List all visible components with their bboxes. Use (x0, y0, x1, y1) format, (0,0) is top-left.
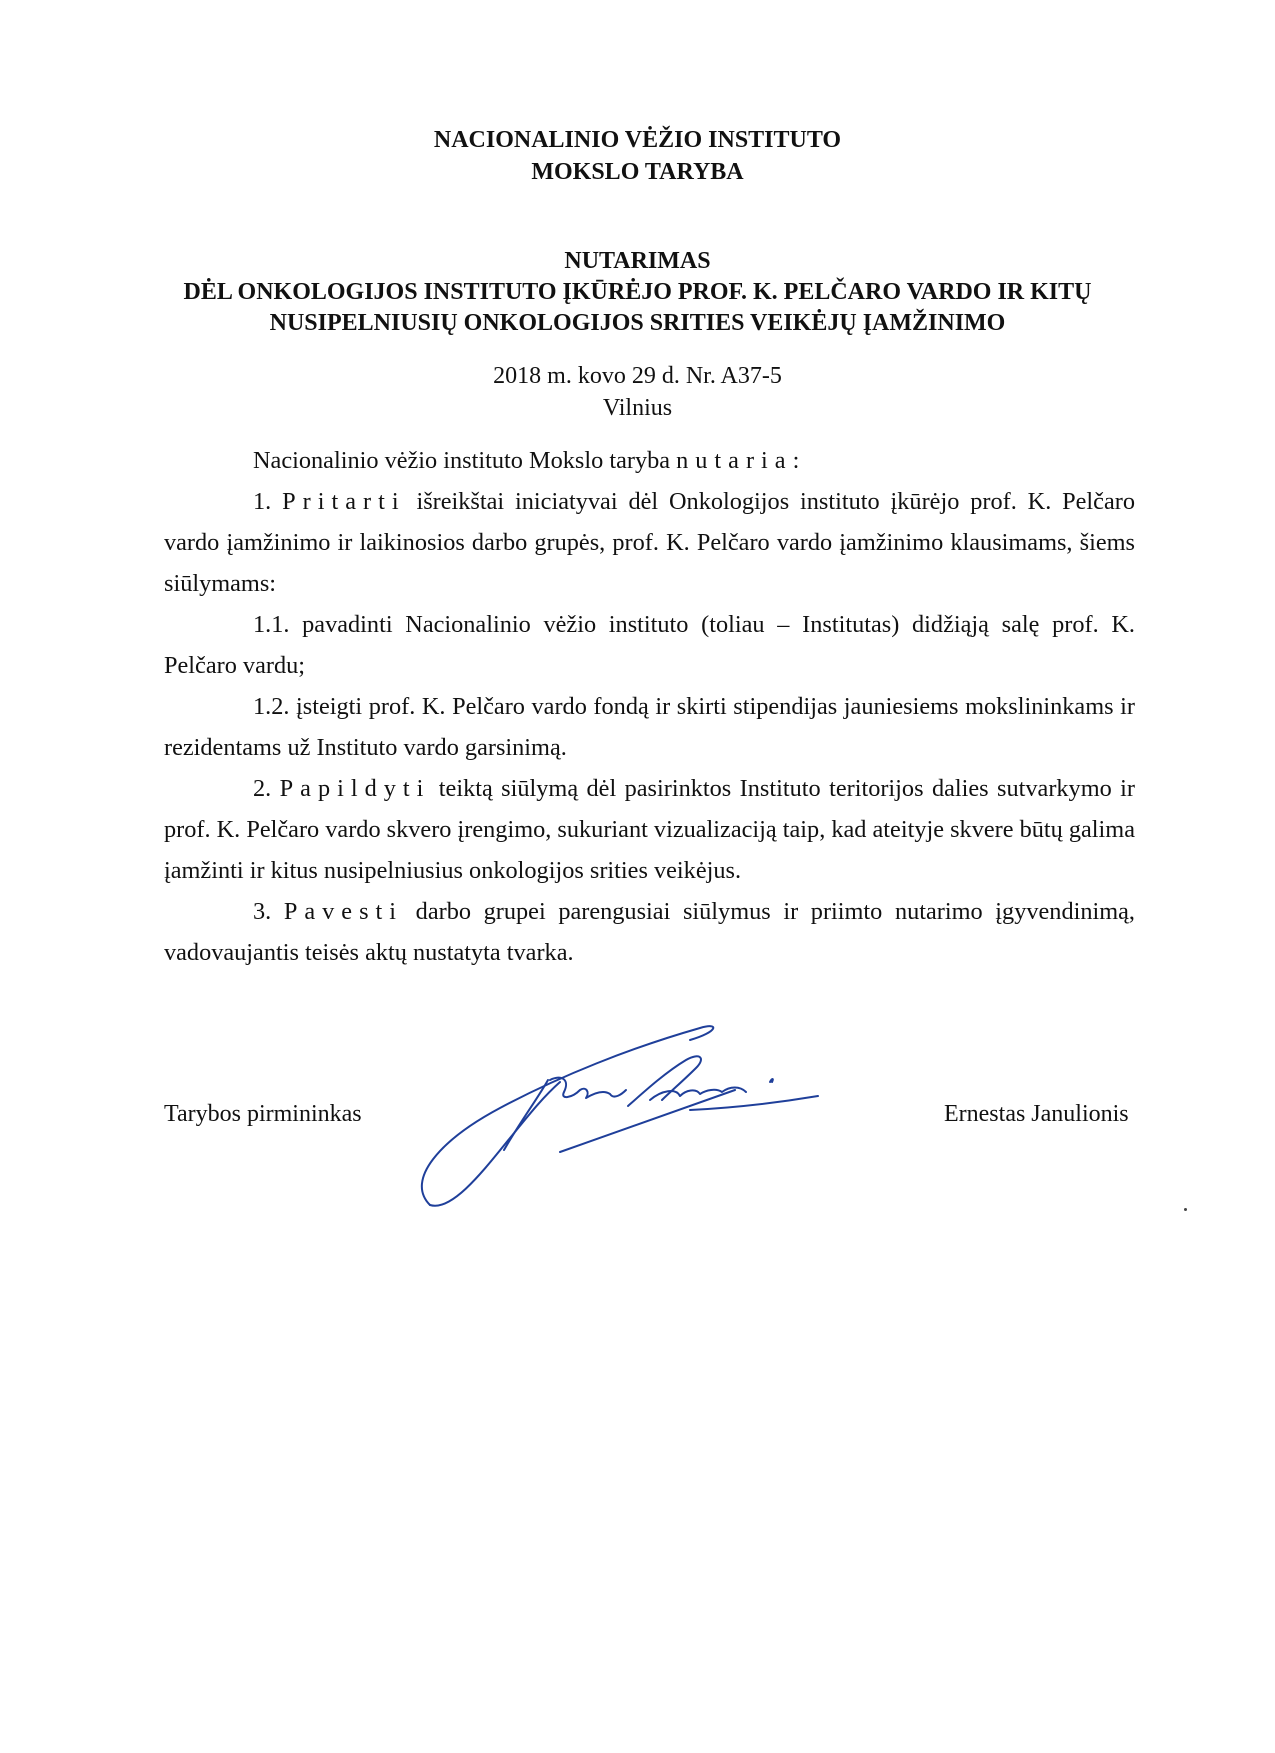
paragraph-1-text: išreikštai iniciatyvai dėl Onkologijos instituto įkūrėjo prof. K. Pelčaro vardo įamžinimo ir laikinosios darbo grupės, prof. K. Pelčaro vardo įamžinimo klausimams, šiems siūlymams: (164, 488, 1135, 597)
paragraph-3 (164, 891, 1135, 973)
paragraph-1 (164, 481, 1135, 604)
paragraph-3-number: 3. (253, 898, 284, 925)
paragraph-3-spaced-word: Pavesti (283, 898, 404, 925)
handwritten-signature (400, 1020, 830, 1225)
intro-paragraph (164, 440, 1135, 481)
paragraph-1-2: 1.2. įsteigti prof. K. Pelčaro vardo fondą ir skirti stipendijas jauniesiems mokslininkams ir rezidentams už Instituto vardo garsinimą. (164, 693, 1135, 761)
paragraph-2-text: teiktą siūlymą dėl pasirinktos Instituto teritorijos dalies sutvarkymo ir prof. K. Pelčaro vardo skvero įrengimo, sukuriant vizualizaciją taip, kad ateityje skvere būtų galima įamžinti ir kitus nusipelniusius onkologijos srities veikėjus. (164, 775, 1136, 884)
paragraph-2-number: 2. (253, 775, 280, 802)
resolution-body (164, 440, 1135, 973)
signatory-role: Tarybos pirmininkas (164, 1101, 362, 1127)
document-type: NUTARIMAS (564, 248, 711, 274)
document-title-line-2: NUSIPELNIUSIŲ ONKOLOGIJOS SRITIES VEIKĖJŲ ĮAMŽINIMO (269, 310, 1006, 336)
intro-colon: : (792, 447, 800, 474)
institution-name: NACIONALINIO VĖŽIO INSTITUTO (433, 127, 842, 153)
paragraph-2 (164, 768, 1135, 891)
document-date-number: 2018 m. kovo 29 d. Nr. A37-5 (493, 363, 782, 389)
paragraph-1-spaced-word: Pritarti (282, 488, 406, 515)
paragraph-1-1: 1.1. pavadinti Nacionalinio vėžio instituto (toliau – Institutas) didžiąją salę prof. K. Pelčaro vardu; (164, 611, 1135, 679)
paragraph-2-spaced-word: Papildyti (279, 775, 431, 802)
document-place: Vilnius (602, 395, 673, 421)
paragraph-1-number: 1. (253, 488, 283, 515)
signatory-name: Ernestas Janulionis (944, 1101, 1129, 1127)
paragraph-3-text: darbo grupei parengusiai siūlymus ir priimto nutarimo įgyvendinimą, vadovaujantis teisės aktų nustatyta tvarka. (164, 898, 1135, 966)
council-name: MOKSLO TARYBA (531, 159, 744, 185)
intro-spaced-word: nutaria (676, 447, 793, 474)
scan-speck (1184, 1208, 1187, 1211)
document-title-line-1: DĖL ONKOLOGIJOS INSTITUTO ĮKŪRĖJO PROF. K. PELČARO VARDO IR KITŲ (183, 279, 1092, 305)
intro-text: Nacionalinio vėžio instituto Mokslo taryba (253, 447, 677, 474)
